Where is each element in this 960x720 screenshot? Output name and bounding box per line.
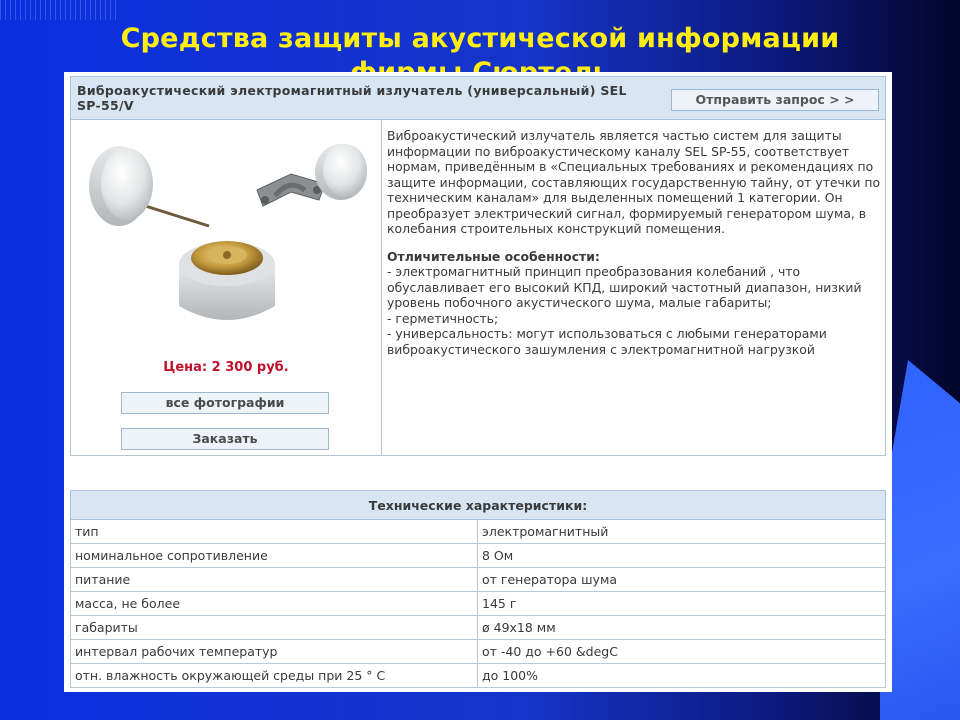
background-texture: [0, 0, 120, 20]
spec-value: электромагнитный: [478, 520, 886, 544]
product-content: [70, 120, 886, 456]
slide-title-line1: Средства защиты акустической информации: [120, 23, 840, 54]
spec-key: габариты: [71, 616, 478, 640]
spec-key: отн. влажность окружающей среды при 25 ° С: [71, 664, 478, 688]
product-photo: [79, 134, 375, 334]
emitter-image: [79, 134, 375, 334]
spec-key: интервал рабочих температур: [71, 640, 478, 664]
features-heading: Отличительные особенности:: [387, 248, 600, 264]
price-label: Цена: 2 300 руб.: [163, 360, 289, 375]
spec-key: номинальное сопротивление: [71, 544, 478, 568]
spec-value: от -40 до +60 &degC: [478, 640, 886, 664]
webpage-screenshot: [64, 72, 892, 692]
table-row: [71, 568, 886, 592]
product-title: Виброакустический электромагнитный излучатель (универсальный) SEL SP-55/V: [77, 83, 627, 113]
table-row: [71, 592, 886, 616]
spec-value: 8 Ом: [478, 544, 886, 568]
spec-value: 145 г: [478, 592, 886, 616]
spec-value: до 100%: [478, 664, 886, 688]
spec-key: масса, не более: [71, 592, 478, 616]
table-row: [71, 616, 886, 640]
spec-key: тип: [71, 520, 478, 544]
table-row: [71, 544, 886, 568]
order-button[interactable]: Заказать: [121, 428, 329, 450]
table-row: [71, 520, 886, 544]
spec-value: ø 49х18 мм: [478, 616, 886, 640]
tech-specs-table: [70, 490, 886, 688]
product-description-block: [387, 128, 883, 357]
spec-value: от генератора шума: [478, 568, 886, 592]
features-list: - электромагнитный принцип преобразования колебаний , что обуславливает его высокий КПД, широкий частотный диапазон, низкий уровень побочного акустического шума, малые габариты; - герметичность; - универсальность: могут использоваться с любыми генераторами виброакустического зашумления с электромагнитной нагрузкой: [387, 264, 862, 357]
background-decor-panel: [880, 360, 960, 720]
send-request-button[interactable]: Отправить запрос > >: [671, 89, 879, 111]
product-description: Виброакустический излучатель является частью систем для защиты информации по виброакустическому каналу SEL SP-55, соответствует нормам, приведённым в «Специальных требованиях и рекомендациях по защите информации, составляющих государственную тайну, от утечки по техническим каналам» для выделенных помещений 1 категории. Он преобразует электрический сигнал, формируемый генератором шума, в колебания строительных конструкций помещения.: [387, 128, 881, 236]
column-divider: [381, 120, 382, 455]
all-photos-button[interactable]: все фотографии: [121, 392, 329, 414]
table-row: [71, 640, 886, 664]
product-header: [70, 76, 886, 120]
spec-key: питание: [71, 568, 478, 592]
table-row: [71, 664, 886, 688]
tech-specs-heading: Технические характеристики:: [71, 491, 886, 520]
